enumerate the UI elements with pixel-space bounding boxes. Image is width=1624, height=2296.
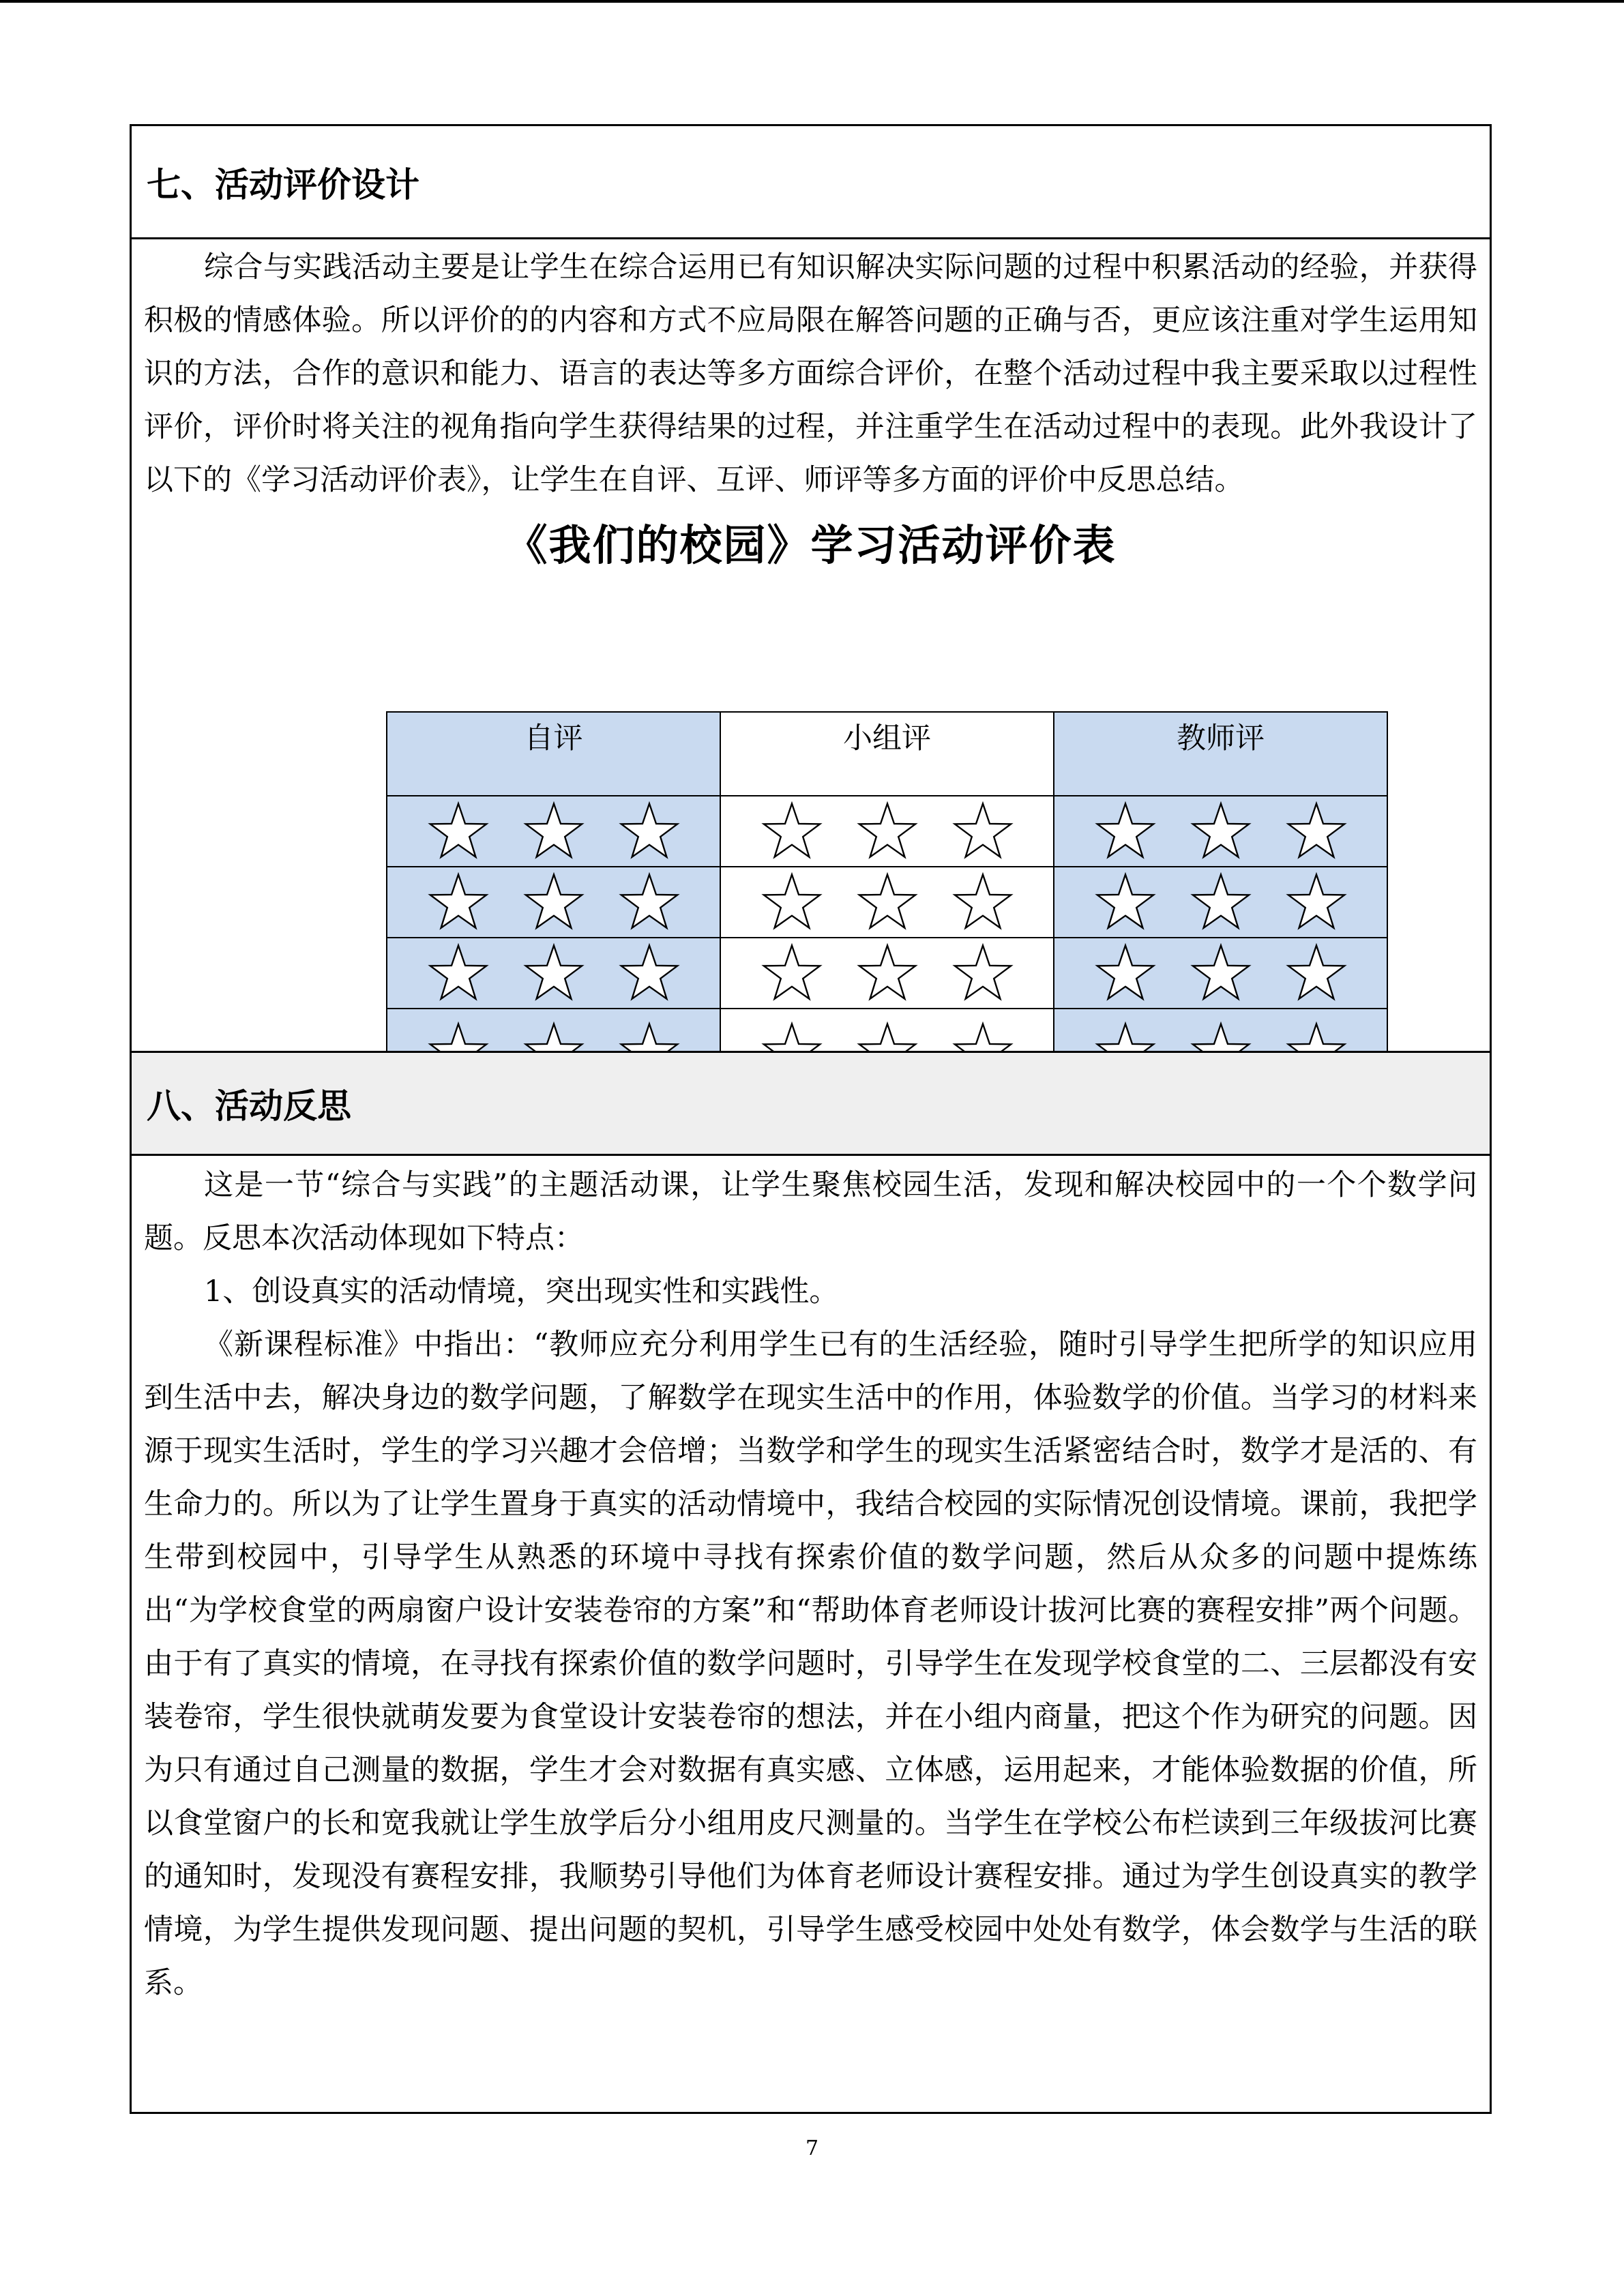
rating-cell-teacher [1054, 796, 1387, 867]
rating-cell-group [720, 938, 1054, 1009]
rating-cell-teacher [1054, 938, 1387, 1009]
document-frame [130, 124, 1492, 2114]
star-icon [522, 800, 585, 863]
star-icon [1094, 942, 1157, 1004]
star-icon [1094, 800, 1157, 863]
section-8-body [144, 1156, 1477, 2010]
rating-row [387, 867, 1387, 938]
rating-row [387, 796, 1387, 867]
rating-cell-group [720, 867, 1054, 938]
rating-cell-self [387, 867, 720, 938]
star-icon [856, 942, 919, 1004]
star-icon [618, 942, 681, 1004]
star-group [1054, 867, 1387, 937]
star-icon [856, 800, 919, 863]
top-rule [0, 0, 1624, 3]
rating-cell-self [387, 938, 720, 1009]
section-8-heading: 八、活动反思 [132, 1051, 1490, 1156]
section-7-heading: 七、活动评价设计 [132, 126, 1490, 239]
star-group [387, 796, 720, 866]
star-icon [618, 871, 681, 934]
star-group [387, 938, 720, 1008]
star-icon [1285, 800, 1348, 863]
star-icon [427, 871, 490, 934]
star-group [721, 867, 1053, 937]
star-icon [951, 871, 1014, 934]
column-header-teacher: 教师评 [1054, 712, 1387, 796]
page-number: 7 [805, 2136, 819, 2160]
section-8-paragraph-detail: 《新课程标准》中指出：“教师应充分利用学生已有的生活经验，随时引导学生把所学的知识应用到生活中去，解决身边的数学问题，了解数学在现实生活中的作用，体验数学的价值。当学习的材料来源于现实生活时，学生的学习兴趣才会倍增；当数学和学生的现实生活紧密结合时，数学才是活的、有生命力的。所以为了让学生置身于真实的活动情境中，我结合校园的实际情况创设情境。课前，我把学生带到校园中，引导学生从熟悉的环境中寻找有探索价值的数学问题，然后从众多的问题中提炼练出“为学校食堂的两扇窗户设计安装卷帘的方案”和“帮助体育老师设计拔河比赛的赛程安排”两个问题。由于有了真实的情境，在寻找有探索价值的数学问题时，引导学生在发现学校食堂的二、三层都没有安装卷帘，学生很快就萌发要为食堂设计安装卷帘的想法，并在小组内商量，把这个作为研究的问题。因为只有通过自己测量的数据，学生才会对数据有真实感、立体感，运用起来，才能体验数据的价值，所以食堂窗户的长和宽我就让学生放学后分小组用皮尺测量的。当学生在学校公布栏读到三年级拔河比赛的通知时，发现没有赛程安排，我顺势引导他们为体育老师设计赛程安排。通过为学生创设真实的教学情境，为学生提供发现问题、提出问题的契机，引导学生感受校园中处处有数学，体会数学与生活的联系。 [144, 1328, 1477, 2000]
evaluation-table [386, 711, 1388, 1095]
column-header-self: 自评 [387, 712, 720, 796]
section-8-paragraph-intro: 这是一节“综合与实践”的主题活动课，让学生聚焦校园生活，发现和解决校园中的一个个数学问题。反思本次活动体现如下特点： [144, 1168, 1477, 1255]
star-icon [1190, 800, 1252, 863]
star-icon [427, 800, 490, 863]
rating-cell-group [720, 796, 1054, 867]
star-icon [522, 871, 585, 934]
star-icon [951, 942, 1014, 1004]
star-group [721, 938, 1053, 1008]
star-icon [1190, 942, 1252, 1004]
rating-cell-self [387, 796, 720, 867]
evaluation-table-header-row [387, 712, 1387, 796]
star-group [1054, 796, 1387, 866]
evaluation-table-title: 《我们的校园》学习活动评价表 [505, 520, 1117, 570]
star-icon [1094, 871, 1157, 934]
star-icon [761, 871, 823, 934]
star-icon [761, 800, 823, 863]
star-icon [856, 871, 919, 934]
star-icon [618, 800, 681, 863]
section-7-paragraph: 综合与实践活动主要是让学生在综合运用已有知识解决实际问题的过程中积累活动的经验，并获得积极的情感体验。所以评价的的内容和方式不应局限在解答问题的正确与否，更应该注重对学生运用知识的方法，合作的意识和能力、语言的表达等多方面综合评价，在整个活动过程中我主要采取以过程性评价，评价时将关注的视角指向学生获得结果的过程，并注重学生在活动过程中的表现。此外我设计了以下的《学习活动评价表》，让学生在自评、互评、师评等多方面的评价中反思总结。 [144, 250, 1477, 497]
star-group [721, 796, 1053, 866]
section-7-body [144, 239, 1477, 507]
star-icon [1285, 871, 1348, 934]
rating-cell-teacher [1054, 867, 1387, 938]
section-8-paragraph-point-1: 1、创设真实的活动情境，突出现实性和实践性。 [204, 1274, 839, 1309]
rating-row [387, 938, 1387, 1009]
star-icon [522, 942, 585, 1004]
star-icon [761, 942, 823, 1004]
column-header-group: 小组评 [720, 712, 1054, 796]
star-icon [427, 942, 490, 1004]
star-icon [951, 800, 1014, 863]
star-icon [1190, 871, 1252, 934]
star-group [387, 867, 720, 937]
star-group [1054, 938, 1387, 1008]
star-icon [1285, 942, 1348, 1004]
